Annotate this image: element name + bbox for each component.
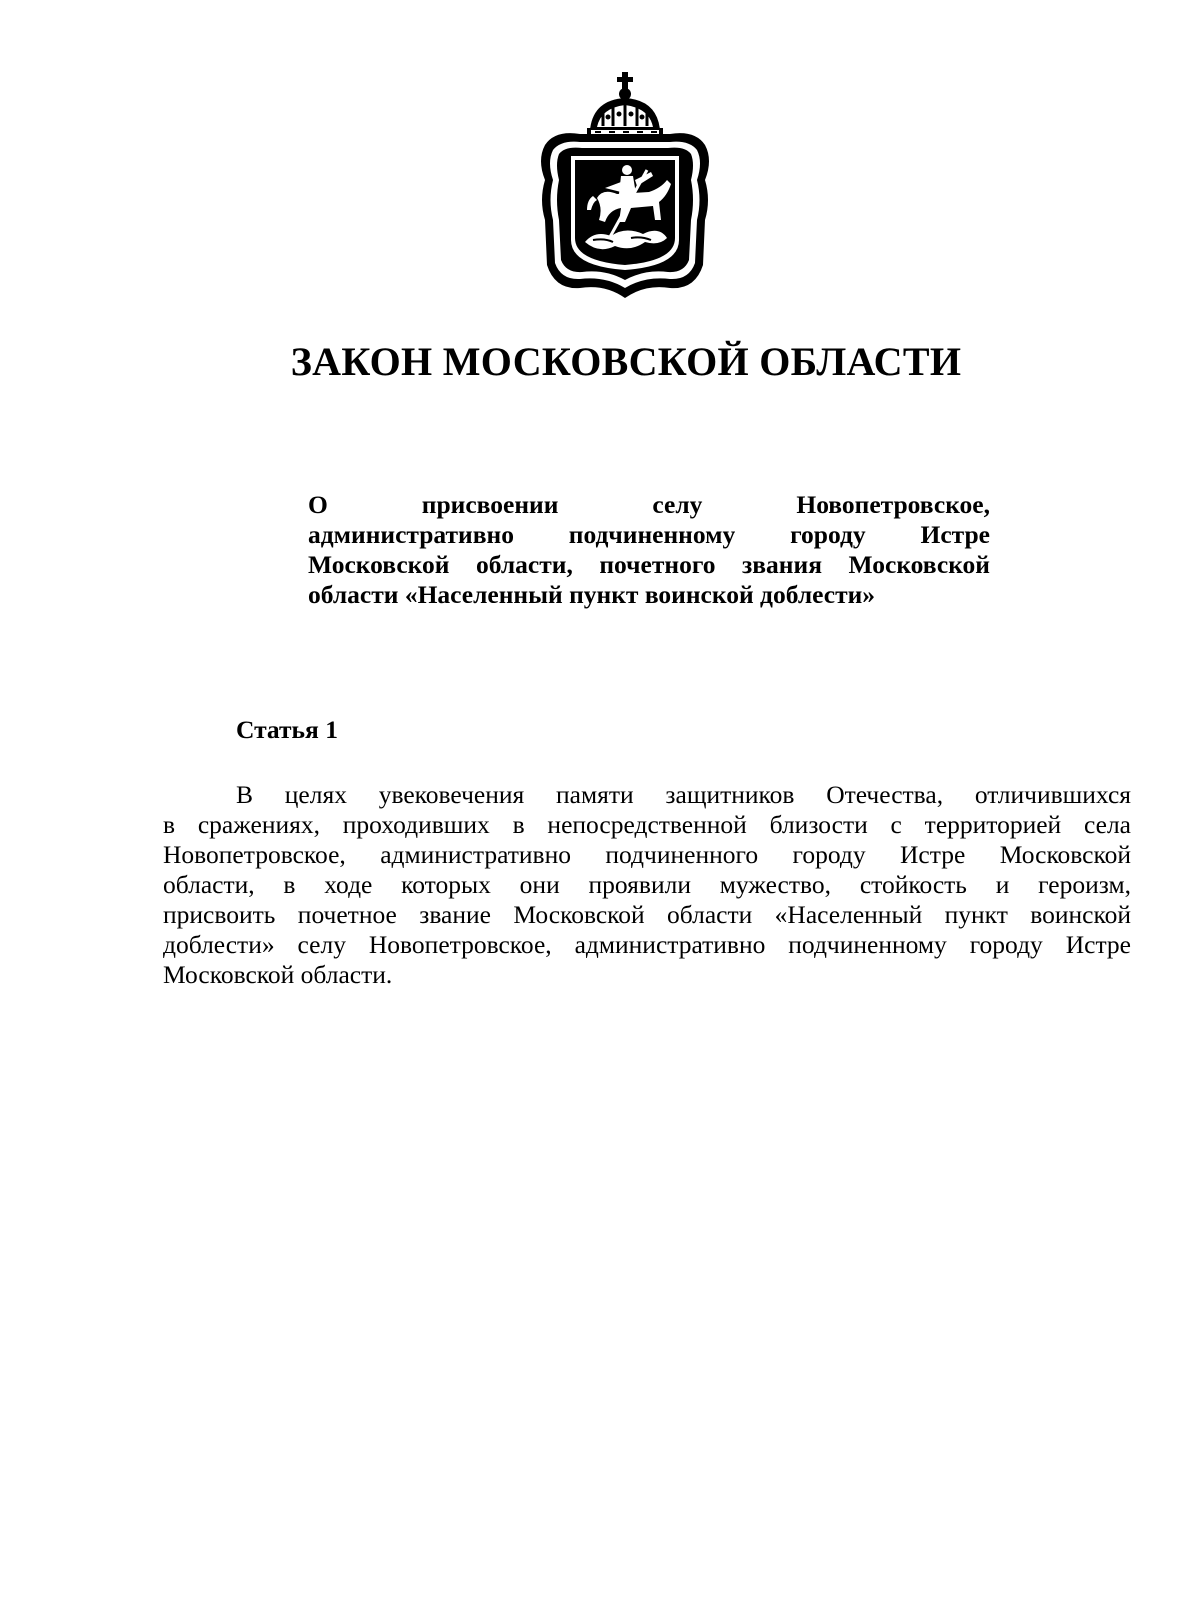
article-heading: Статья 1	[236, 715, 338, 744]
law-subject	[308, 490, 990, 610]
article-body-line: в сражениях, проходивших в непосредственной близости с территорией села	[163, 810, 1131, 839]
law-subject-line: Московской области, почетного звания Московской	[308, 550, 990, 579]
law-subject-line: О присвоении селу Новопетровское,	[308, 490, 990, 519]
article-body-line: присвоить почетное звание Московской области «Населенный пункт воинской	[163, 900, 1131, 929]
article-body	[163, 780, 1131, 990]
law-subject-line: административно подчиненному городу Истре	[308, 520, 990, 549]
coat-of-arms-icon	[535, 70, 715, 300]
article-body-line: доблести» селу Новопетровское, административно подчиненному городу Истре	[163, 930, 1131, 959]
law-subject-line: области «Населенный пункт воинской доблести»	[308, 580, 876, 609]
article-body-line: Новопетровское, административно подчиненного городу Истре Московской	[163, 840, 1131, 869]
article-body-line: Московской области.	[163, 960, 393, 989]
article-body-line: области, в ходе которых они проявили мужество, стойкость и героизм,	[163, 870, 1131, 899]
law-title: ЗАКОН МОСКОВСКОЙ ОБЛАСТИ	[290, 339, 962, 384]
article-body-line: В целях увековечения памяти защитников Отечества, отличившихся	[236, 780, 1131, 809]
